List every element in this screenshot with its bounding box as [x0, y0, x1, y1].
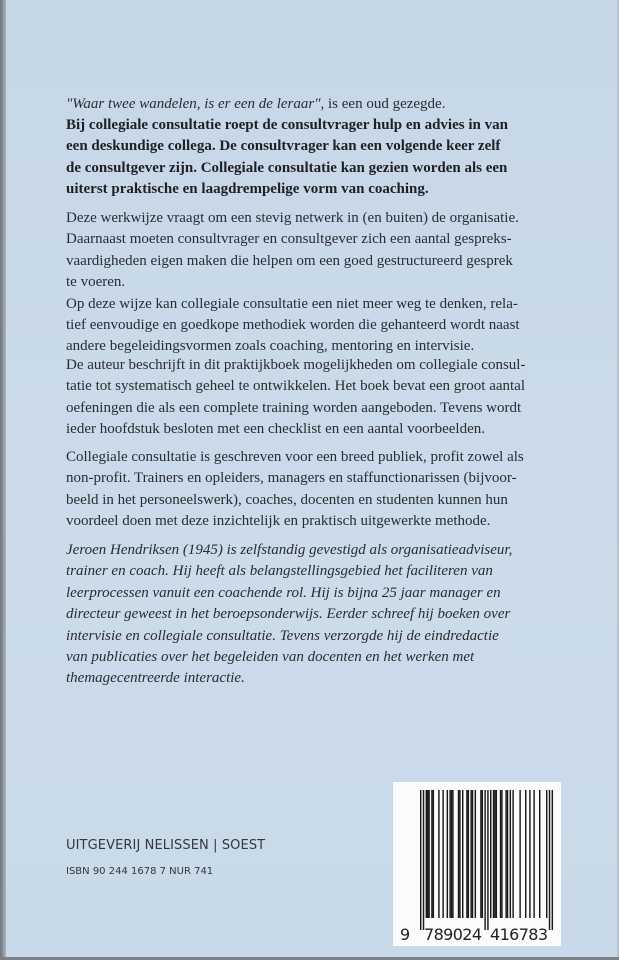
barcode-bar	[458, 790, 459, 918]
paragraph-4-line: voordeel doen met deze inzichtelijk en praktisch uitgewerkte methode.	[66, 513, 491, 530]
barcode-bar	[420, 790, 421, 930]
paragraph-2-line: Daarnaast moeten consultvrager en consultgever zich een aantal gespreks-	[66, 231, 512, 248]
barcode-bar	[468, 790, 469, 918]
barcode-bar	[533, 790, 534, 918]
paragraph-5-line: leerprocessen vanuit een coachende rol. Hij is bijna 25 jaar manager en	[66, 584, 501, 601]
barcode-bar	[505, 790, 506, 918]
barcode	[393, 782, 561, 946]
paragraph-1-line: een deskundige collega. De consultvrager kan een volgende keer zelf	[66, 138, 501, 155]
paragraph-4-line: Collegiale consultatie is geschreven voor een breed publiek, profit zowel als	[66, 449, 524, 465]
paragraph-3-line: oefeningen die als een complete training worden aangeboden. Tevens wordt	[66, 399, 522, 416]
paragraph-2-line: Deze werkwijze vraagt om een stevig netwerk in (en buiten) de organisatie.	[66, 210, 519, 226]
paragraph-5-line: Jeroen Hendriksen (1945) is zelfstandig gevestigd als organisatieadviseur,	[66, 542, 513, 558]
barcode-bar	[539, 790, 540, 918]
barcode-bar	[428, 790, 429, 918]
paragraph-4-line: non-profit. Trainers en opleiders, managers en staffunctionarissen (bijvoor-	[66, 470, 517, 487]
barcode-bar	[426, 790, 427, 918]
paragraph-3-line: tatie tot systematisch geheel te ontwikkelen. Het boek bevat een groot aantal	[66, 378, 526, 395]
paragraph-5-line: themagecentreerde interactie.	[66, 670, 245, 687]
spine-edge	[0, 0, 6, 960]
barcode-bar	[493, 790, 494, 918]
barcode-bar	[438, 790, 439, 918]
intro-line	[66, 93, 445, 115]
barcode-bar	[470, 790, 471, 918]
barcode-right-digits: 416783	[490, 925, 548, 944]
barcode-bar	[475, 790, 476, 918]
barcode-bar	[447, 790, 448, 918]
paragraph-5-line: intervisie en collegiale consultatie. Tevens verzorgde hij de eindredactie	[66, 627, 499, 644]
publisher-name: UITGEVERIJ NELISSEN | SOEST	[66, 838, 266, 853]
paragraph-5-line: van publicaties over het begeleiden van docenten en het werken met	[66, 649, 475, 665]
barcode-bar	[494, 790, 495, 918]
paragraph-3-line: De auteur beschrijft in dit praktijkboek mogelijkheden om collegiale consul-	[66, 357, 526, 373]
barcode-bar	[549, 790, 550, 930]
barcode-bar	[472, 790, 473, 918]
barcode-bar	[459, 790, 460, 918]
barcode-bar	[451, 790, 452, 918]
barcode-bar	[462, 790, 463, 918]
paragraph-2-line: Op deze wijze kan collegiale consultatie een niet meer weg te denken, rela-	[66, 295, 518, 312]
barcode-bar	[510, 790, 511, 918]
paragraph-3-line: ieder hoofdstuk besloten met een checklist en een aantal voorbeelden.	[66, 421, 486, 438]
barcode-bar	[427, 790, 428, 918]
paragraph-5-line: trainer en coach. Hij heeft als belangstellingsgebied het faciliteren van	[66, 563, 493, 580]
barcode-bar	[500, 790, 501, 918]
barcode-bar	[482, 790, 483, 918]
barcode-left-digits: 789024	[424, 925, 482, 944]
paragraph-4-line: beeld in het personeelswerk), coaches, docenten en studenten kunnen hun	[66, 491, 508, 508]
barcode-first-digit: 9	[400, 925, 411, 944]
barcode-bar	[484, 790, 485, 930]
paragraph-2-line: andere begeleidingsvormen zoals coaching, mentoring en intervisie.	[66, 338, 475, 355]
barcode-bar	[519, 790, 520, 918]
paragraph-2-line: te voeren.	[66, 274, 126, 291]
barcode-bar	[452, 790, 453, 918]
barcode-bar	[525, 790, 526, 918]
intro-quote: "Waar twee wandelen, is er een de leraar"	[66, 96, 321, 112]
barcode-bar	[507, 790, 508, 918]
barcode-bar	[466, 790, 467, 918]
barcode-bar	[487, 790, 488, 930]
paragraph-5-line: directeur geweest in het beroepsonderwijs. Eerder schreef hij boeken over	[66, 606, 511, 623]
paragraph-2-line: vaardigheden eigen maken die helpen om een goed gestructureerd gesprek	[66, 252, 513, 269]
barcode-bar	[449, 790, 450, 918]
barcode-bar	[552, 790, 553, 930]
paragraph-2-line: tief eenvoudige en goedkope methodiek worden die gehanteerd wordt naast	[66, 317, 520, 333]
barcode-bar	[529, 790, 530, 918]
paragraph-1-line: de consultgever zijn. Collegiale consultatie kan gezien worden als een	[66, 159, 508, 176]
barcode-bar	[546, 790, 547, 918]
paragraph-1-line: Bij collegiale consultatie roept de consultvrager hulp en advies in van	[66, 117, 508, 133]
barcode-bar	[501, 790, 502, 918]
barcode-bar	[433, 790, 434, 918]
intro-quote-tail: , is een oud gezegde.	[320, 96, 446, 112]
barcode-bar	[490, 790, 491, 918]
barcode-bar	[496, 790, 497, 918]
barcode-bar	[442, 790, 443, 918]
barcode-bar	[512, 790, 513, 918]
barcode-bar	[423, 790, 424, 930]
barcode-graphic	[393, 782, 561, 946]
isbn-line: ISBN 90 244 1678 7 NUR 741	[66, 866, 214, 877]
paragraph-1-line: uiterst praktische en laagdrempelige vorm van coaching.	[66, 181, 429, 198]
barcode-bar	[431, 790, 432, 918]
barcode-bar	[480, 790, 481, 918]
